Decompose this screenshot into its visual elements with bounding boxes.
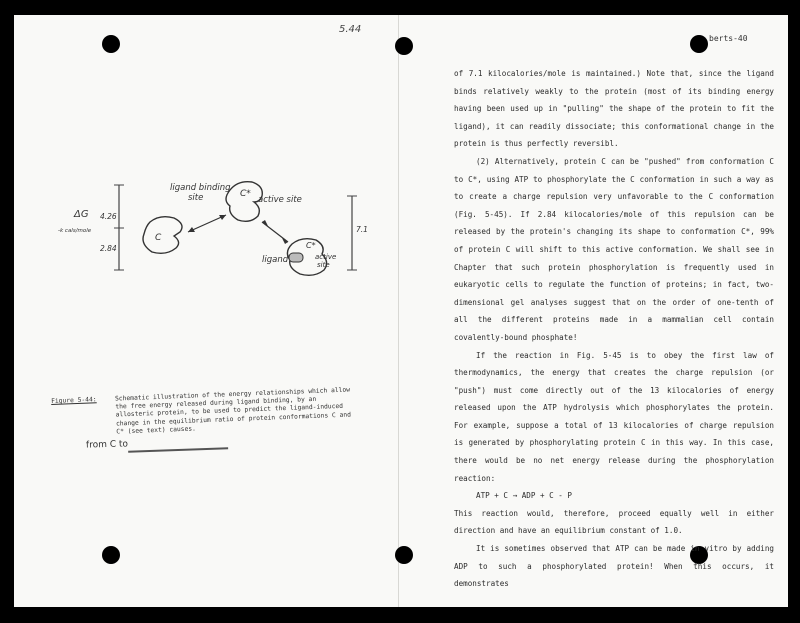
active-site-top-label: active site bbox=[258, 195, 302, 205]
protein-c-label: C bbox=[155, 233, 162, 243]
reaction-equation: ATP + C → ADP + C - P bbox=[476, 491, 573, 501]
units-label: -k cals/mole bbox=[58, 228, 92, 234]
body-text bbox=[454, 65, 774, 593]
figure-label: Figure 5-44: bbox=[51, 396, 97, 405]
punch-hole-left-2 bbox=[395, 37, 413, 55]
active-site-bottom-label-2: site bbox=[317, 261, 330, 269]
figure-caption-text: Schematic illustration of the energy relationships which allow the free energy released during ligand binding, by an allosteric protein, to be used to predict the ligand-induced change in the equilibrium ratio of protein conformations C and C* (see text) causes. bbox=[114, 386, 352, 436]
paragraph-1: of 7.1 kilocalories/mole is maintained.) Note that, since the ligand binds relatively weakly to the protein (most of its binding energy having been used up in "pulling" the shape of the protein to fit the ligand), it can readily dissociate; this conformational change in the protein is thus perfectly reversibl. bbox=[454, 69, 774, 149]
ligand-label: ligand bbox=[262, 255, 289, 265]
handwritten-note: from C to bbox=[85, 439, 129, 451]
energy-diagram bbox=[30, 170, 370, 320]
delta-g-label: ΔG bbox=[74, 209, 89, 220]
header-code: berts-40 bbox=[709, 34, 748, 43]
punch-hole-bottom-mid bbox=[395, 546, 413, 564]
page-tag: 5.44 bbox=[339, 24, 362, 35]
protein-c-star-top-label: C* bbox=[240, 189, 251, 199]
right-value: 7.1 bbox=[356, 225, 368, 234]
paragraph-5: It is sometimes observed that ATP can be made in vitro by adding ADP to such a phosphorylated protein! When this occurs, it demonstrates bbox=[454, 544, 774, 589]
paragraph-2: (2) Alternatively, protein C can be "pushed" from conformation C to C*, using ATP to phosphorylate the C conformation in such a way as to create a charge repulsion very unfavorable to the C conformation (Fig. 5-45). If 2.84 kilocalories/mole of this repulsion can be released by the protein's changing its shape to conformation C*, 99% of protein C will shift to this active conformation. We shall see in Chapter that such protein phosphorylation is frequently used in eukaryotic cells to regulate the function of proteins; in fact, two-dimensional gel analyses suggest that on the order of one-tenth of all the different proteins made in a mammalian cell contain covalently-bound phosphate! bbox=[454, 156, 774, 342]
paragraph-3: If the reaction in Fig. 5-45 is to obey the first law of thermodynamics, the energy that creates the charge repulsion (or "push") must come directly out of the 13 kilocalories of energy released upon the ATP hydrolysis which phosphorylates the protein. For example, suppose a total of 13 kilocalories of charge repulsion is generated by phosphorylating protein C in this way. In this case, there would be no net energy release during the phosphorylation reaction: bbox=[454, 350, 774, 483]
punch-hole-left-1 bbox=[102, 35, 120, 53]
paragraph-4: This reaction would, therefore, proceed equally well in either direction and have an equilibrium constant of 1.0. bbox=[454, 508, 774, 536]
ligand-binding-label-2: site bbox=[188, 193, 204, 203]
active-site-bottom-label: active bbox=[315, 253, 337, 261]
ligand-shape bbox=[289, 253, 303, 262]
value-bottom: 2.84 bbox=[100, 244, 117, 253]
protein-c-shape bbox=[143, 217, 182, 254]
ligand-binding-label: ligand binding bbox=[170, 183, 231, 193]
punch-hole-bottom-left bbox=[102, 546, 120, 564]
protein-c-star-top-shape bbox=[226, 182, 262, 222]
punch-hole-right bbox=[690, 35, 708, 53]
value-top: 4.26 bbox=[100, 212, 117, 221]
protein-c-star-bottom-label: C* bbox=[306, 241, 316, 250]
